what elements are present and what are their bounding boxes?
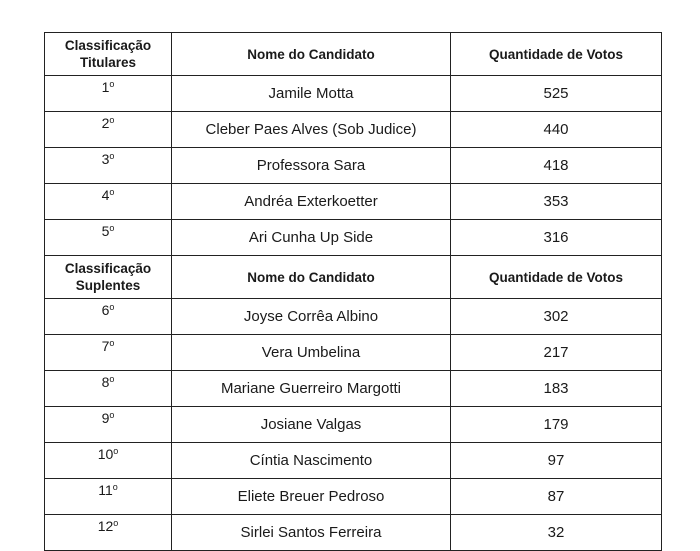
candidate-name: Andréa Exterkoetter	[172, 184, 451, 220]
table-row	[45, 371, 662, 407]
rank-number: 11	[98, 482, 113, 498]
rank-cell	[45, 515, 172, 551]
table-row	[45, 184, 662, 220]
table-row	[45, 220, 662, 256]
table-row	[45, 407, 662, 443]
candidate-name: Sirlei Santos Ferreira	[172, 515, 451, 551]
table-row	[45, 112, 662, 148]
candidate-name: Mariane Guerreiro Margotti	[172, 371, 451, 407]
vote-count: 87	[451, 479, 662, 515]
rank-header-titulares	[45, 33, 172, 76]
vote-count: 525	[451, 76, 662, 112]
rank-number: 6	[101, 302, 110, 318]
rank-number: 8	[101, 374, 110, 390]
ordinal-mark: o	[109, 338, 115, 348]
vote-count: 183	[451, 371, 662, 407]
rank-cell	[45, 220, 172, 256]
rank-number: 3	[101, 151, 110, 167]
candidate-name: Joyse Corrêa Albino	[172, 299, 451, 335]
table-row	[45, 76, 662, 112]
vote-count: 302	[451, 299, 662, 335]
rank-cell	[45, 371, 172, 407]
table-row	[45, 299, 662, 335]
table-row	[45, 479, 662, 515]
titulares-header-row	[45, 33, 662, 76]
ordinal-mark: o	[109, 187, 115, 197]
ordinal-mark: o	[109, 115, 115, 125]
rank-cell	[45, 76, 172, 112]
rank-number: 1	[101, 79, 110, 95]
rank-number: 4	[101, 187, 110, 203]
rank-cell	[45, 407, 172, 443]
candidate-name: Cíntia Nascimento	[172, 443, 451, 479]
rank-header-line1: Classificação	[64, 261, 152, 276]
rank-number: 7	[101, 338, 110, 354]
rank-number: 12	[97, 518, 114, 534]
candidate-name: Cleber Paes Alves (Sob Judice)	[172, 112, 451, 148]
table-row	[45, 148, 662, 184]
ordinal-mark: o	[109, 79, 115, 89]
rank-header-line2: Titulares	[79, 55, 137, 70]
ordinal-mark: o	[109, 374, 115, 384]
vote-count: 418	[451, 148, 662, 184]
vote-count: 97	[451, 443, 662, 479]
candidate-name: Professora Sara	[172, 148, 451, 184]
ordinal-mark: o	[112, 482, 118, 492]
rank-header-suplentes	[45, 256, 172, 299]
vote-count: 353	[451, 184, 662, 220]
vote-count: 440	[451, 112, 662, 148]
rank-cell	[45, 335, 172, 371]
candidate-name: Josiane Valgas	[172, 407, 451, 443]
vote-count: 32	[451, 515, 662, 551]
rank-number: 2	[101, 115, 110, 131]
rank-number: 5	[101, 223, 110, 239]
rank-cell	[45, 443, 172, 479]
ordinal-mark: o	[109, 151, 115, 161]
candidate-name: Ari Cunha Up Side	[172, 220, 451, 256]
rank-header-line2: Suplentes	[75, 278, 141, 293]
rank-cell	[45, 112, 172, 148]
ordinal-mark: o	[109, 410, 115, 420]
vote-count: 316	[451, 220, 662, 256]
ordinal-mark: o	[109, 302, 115, 312]
candidate-name: Eliete Breuer Pedroso	[172, 479, 451, 515]
rank-cell	[45, 479, 172, 515]
ordinal-mark: o	[113, 446, 119, 456]
votes-header-suplentes: Quantidade de Votos	[451, 256, 662, 299]
name-header-titulares: Nome do Candidato	[172, 33, 451, 76]
vote-count: 217	[451, 335, 662, 371]
rank-cell	[45, 184, 172, 220]
table-row	[45, 335, 662, 371]
ordinal-mark: o	[109, 223, 115, 233]
rank-cell	[45, 148, 172, 184]
rank-header-line1: Classificação	[64, 38, 152, 53]
rank-number: 9	[101, 410, 110, 426]
candidate-name: Jamile Motta	[172, 76, 451, 112]
results-table	[44, 32, 662, 551]
vote-count: 179	[451, 407, 662, 443]
votes-header-titulares: Quantidade de Votos	[451, 33, 662, 76]
ordinal-mark: o	[113, 518, 119, 528]
suplentes-header-row	[45, 256, 662, 299]
candidate-name: Vera Umbelina	[172, 335, 451, 371]
name-header-suplentes: Nome do Candidato	[172, 256, 451, 299]
rank-number: 10	[97, 446, 114, 462]
rank-cell	[45, 299, 172, 335]
table-row	[45, 443, 662, 479]
table-row	[45, 515, 662, 551]
